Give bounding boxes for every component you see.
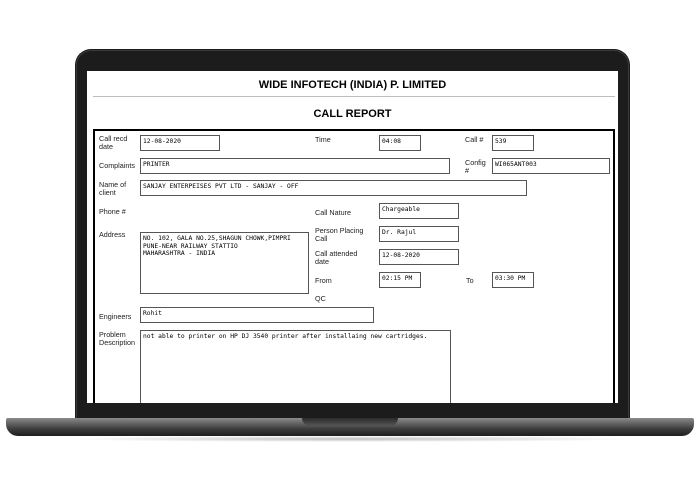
report-title: CALL REPORT [313,108,392,120]
call-report-form [93,129,615,403]
client-name-label: Name of client [99,180,127,197]
time-label: Time [315,135,331,144]
address-label: Address [99,230,126,239]
client-name-field[interactable]: SANJAY ENTERPEISES PVT LTD - SANJAY - OFF [140,180,527,196]
company-name: WIDE INFOTECH (INDIA) P. LIMITED [258,79,447,91]
call-recd-date-label: Call recd date [99,134,128,151]
to-label: To [466,276,474,285]
call-recd-date-field[interactable]: 12-08-2020 [140,135,220,151]
engineers-label: Engineers [99,312,132,321]
laptop-shadow [60,436,640,442]
person-placing-call-field[interactable]: Dr. Rajul [379,226,459,242]
screen-display [87,71,618,403]
to-time-field[interactable]: 03:30 PM [492,272,534,288]
call-number-label: Call # [465,135,484,144]
laptop-notch [302,418,398,426]
call-nature-label: Call Nature [315,208,351,217]
problem-description-field[interactable]: not able to printer on HP DJ 3540 printer after installaing new cartridges. [140,330,451,403]
person-placing-call-label: Person Placing Call [315,226,364,243]
problem-description-label: Problem Description [99,330,135,347]
from-label: From [315,276,332,285]
address-field[interactable]: NO. 102, GALA NO.25,SHAGUN CHOWK,PIMPRI PUNE-NEAR RAILWAY STATTIO MAHARASHTRA - INDIA [140,232,309,294]
header-divider [93,96,615,97]
time-field[interactable]: 04:08 [379,135,421,151]
complaints-field[interactable]: PRINTER [140,158,450,174]
config-number-field[interactable]: WI065ANT003 [492,158,610,174]
call-number-field[interactable]: 539 [492,135,534,151]
call-nature-field[interactable]: Chargeable [379,203,459,219]
qc-label: QC [315,294,326,303]
config-number-label: Config # [465,158,486,175]
engineers-field[interactable]: Rohit [140,307,374,323]
from-time-field[interactable]: 02:15 PM [379,272,421,288]
phone-label: Phone # [99,207,126,216]
complaints-label: Complaints [99,161,135,170]
call-attended-date-label: Call attended date [315,249,358,266]
call-attended-date-field[interactable]: 12-08-2020 [379,249,459,265]
